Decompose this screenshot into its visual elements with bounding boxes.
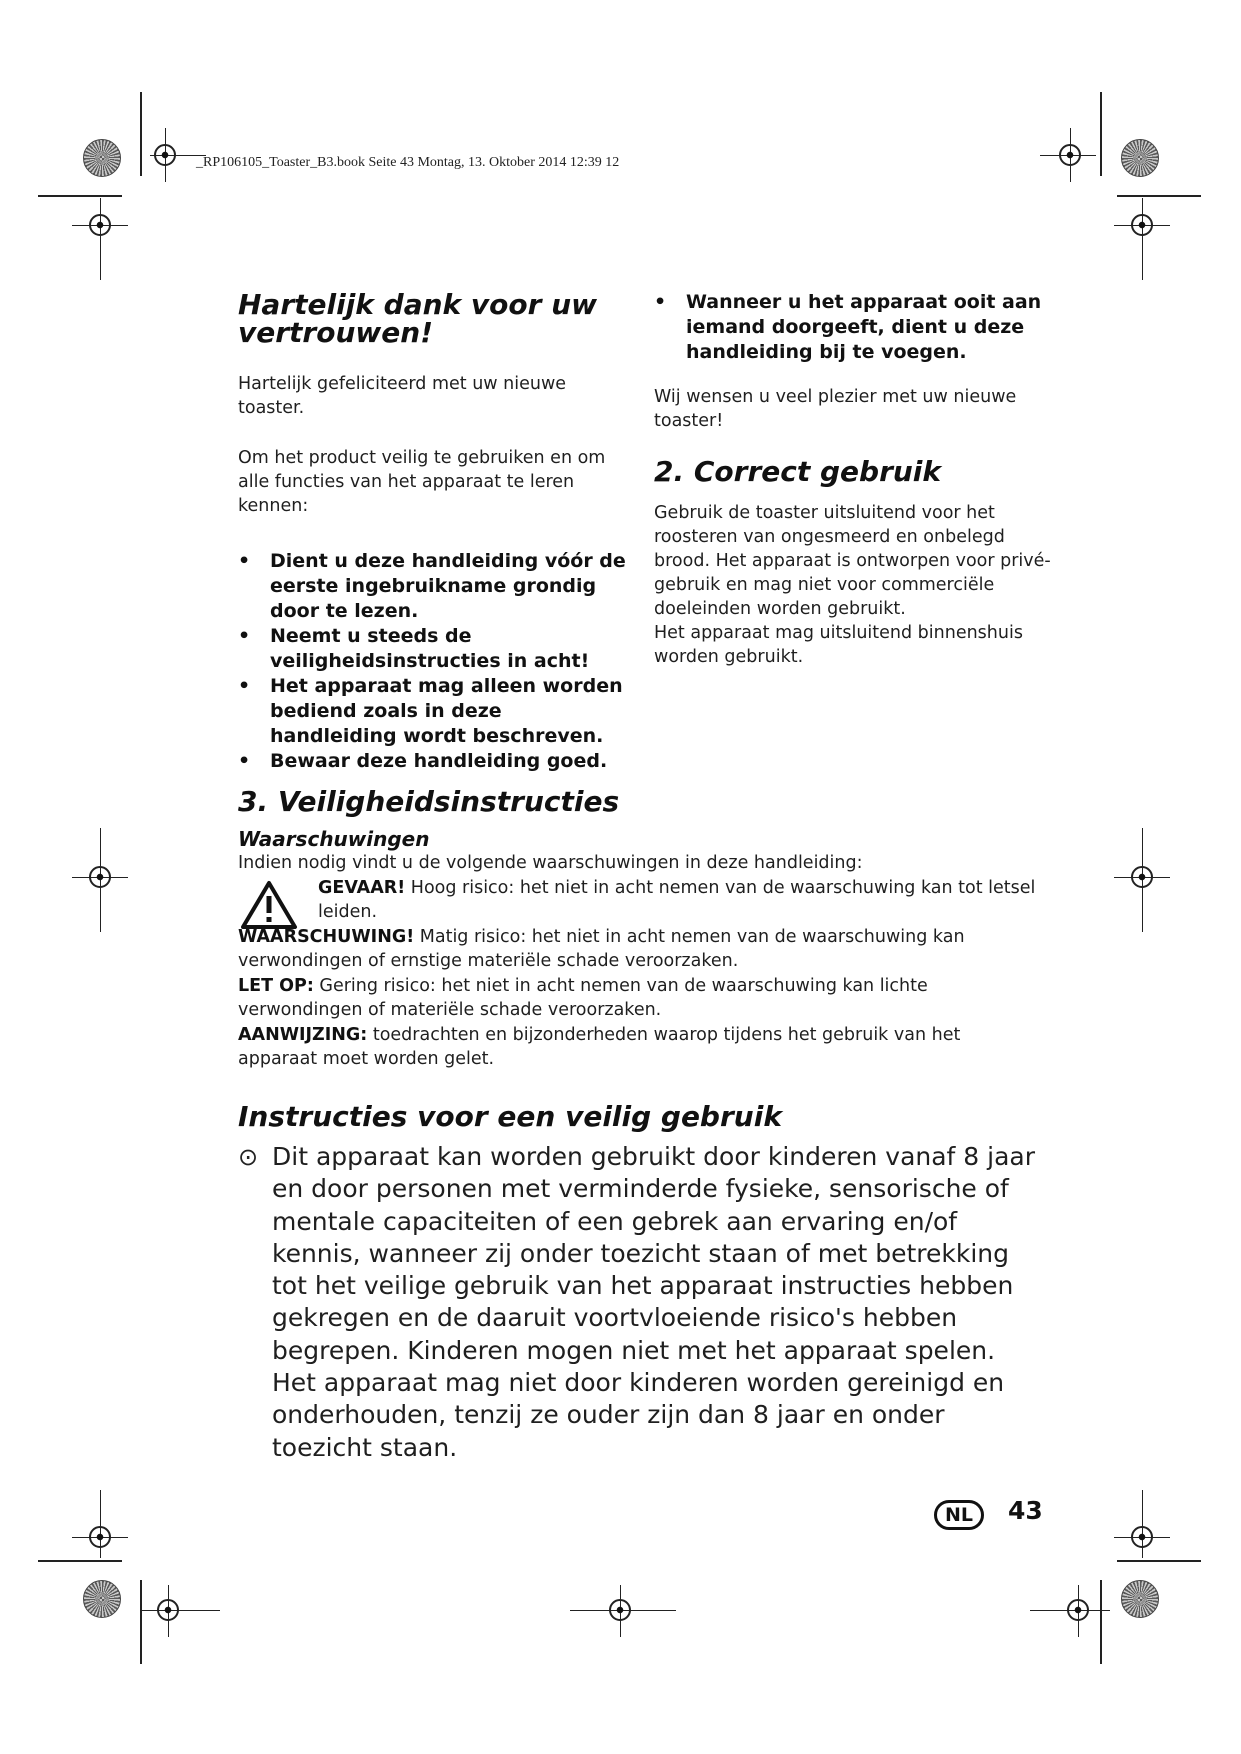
- warning-text-danger: Hoog risico: het niet in acht nemen van de waarschuwing kan tot letsel leiden.: [318, 877, 1036, 922]
- crop-mark: [1100, 1580, 1102, 1664]
- crop-mark: [38, 1560, 122, 1562]
- intro-paragraph: Hartelijk gefeliciteerd met uw nieuwe toaster.: [238, 374, 567, 418]
- warning-label-note: AANWIJZING:: [238, 1024, 368, 1045]
- warning-text-caution: Gering risico: het niet in acht nemen van de waarschuwing kan lichte verwondingen of materiële schade veroorzaken.: [238, 975, 928, 1020]
- registration-mark-icon: [1067, 1599, 1089, 1621]
- crop-mark: [1117, 195, 1201, 197]
- registration-mark-icon: [89, 214, 111, 236]
- warnings-subheading: Waarschuwingen: [238, 827, 430, 851]
- page-number: 43: [1008, 1496, 1043, 1525]
- intro-right-column: [654, 290, 1056, 669]
- registration-mark-icon: [609, 1599, 631, 1621]
- language-badge: NL: [934, 1500, 984, 1530]
- color-rosette-icon: [1121, 139, 1159, 177]
- intro-closing: Wij wensen u veel plezier met uw nieuwe toaster!: [654, 387, 1017, 431]
- print-header: _RP106105_Toaster_B3.book Seite 43 Montag, 13. Oktober 2014 12:39 12: [196, 155, 620, 170]
- warning-label-caution: LET OP:: [238, 975, 314, 996]
- crop-mark: [140, 1580, 142, 1664]
- danger-warning: [238, 876, 1038, 925]
- registration-mark-icon: [154, 144, 176, 166]
- intro-bullet-list-continued: [654, 290, 1056, 365]
- warning-label-warning: WAARSCHUWING!: [238, 926, 415, 947]
- crop-mark: [1100, 92, 1102, 176]
- crop-mark: [1117, 1560, 1201, 1562]
- safe-use-text: Dit apparaat kan worden gebruikt door kinderen vanaf 8 jaar en door personen met verminderde fysieke, sensorische of mentale capaciteiten of een gebrek aan ervaring en/of kennis, wanneer zij onder toezicht staan of met betrekking tot het veilige gebruik van het apparaat instructies hebben gekregen en de daaruit voortvloeiende risico's hebben begrepen. Kinderen mogen niet met het apparaat spelen. Het apparaat mag niet door kinderen worden gereinigd en onderhouden, tenzij ze ouder zijn dan 8 jaar en onder toezicht staan.: [272, 1142, 1036, 1462]
- list-item: • Bewaar deze handleiding goed.: [238, 749, 626, 774]
- section-heading-safety: 3. Veiligheidsinstructies: [238, 785, 620, 818]
- registration-mark-icon: [1059, 144, 1081, 166]
- registration-mark-icon: [1131, 1526, 1153, 1548]
- registration-mark-icon: [1131, 866, 1153, 888]
- crop-mark: [140, 92, 142, 176]
- correct-use-paragraph: Het apparaat mag uitsluitend binnenshuis worden gebruikt.: [654, 623, 1023, 667]
- registration-mark-icon: [89, 1526, 111, 1548]
- registration-mark-icon: [1131, 214, 1153, 236]
- warning-triangle-icon: [240, 880, 298, 930]
- safety-section: [238, 785, 1038, 1072]
- warnings-intro: Indien nodig vindt u de volgende waarschuwingen in deze handleiding:: [238, 853, 863, 873]
- list-item: • Het apparaat mag alleen worden bediend zoals in deze handleiding wordt beschreven.: [238, 674, 626, 749]
- list-item: • Neemt u steeds de veiligheidsinstructies in acht!: [238, 624, 626, 674]
- color-rosette-icon: [83, 1580, 121, 1618]
- registration-mark-icon: [157, 1599, 179, 1621]
- intro-paragraph: Om het product veilig te gebruiken en om alle functies van het apparaat te leren kennen:: [238, 448, 606, 516]
- section-heading-correct-use: 2. Correct gebruik: [654, 455, 942, 488]
- circled-dot-icon: ⊙: [238, 1143, 259, 1171]
- intro-left-column: [238, 288, 626, 774]
- color-rosette-icon: [83, 139, 121, 177]
- list-item: • Dient u deze handleiding vóór de eerste ingebruikname grondig door te lezen.: [238, 549, 626, 624]
- section-heading-safe-use: Instructies voor een veilig gebruik: [238, 1100, 782, 1133]
- correct-use-paragraph: Gebruik de toaster uitsluitend voor het roosteren van ongesmeerd en onbelegd brood. Het apparaat is ontworpen voor privé-gebruik en mag niet voor commerciële doeleinden worden gebruikt.: [654, 503, 1051, 619]
- color-rosette-icon: [1121, 1580, 1159, 1618]
- intro-heading: Hartelijk dank voor uw vertrouwen!: [238, 288, 597, 349]
- intro-bullet-list: [238, 549, 626, 774]
- warning-label-danger: GEVAAR!: [318, 877, 406, 898]
- warning-text-note: toedrachten en bijzonderheden waarop tijdens het gebruik van het apparaat moet worden gelet.: [238, 1024, 961, 1069]
- crop-mark: [38, 195, 122, 197]
- safe-use-section: [238, 1100, 1038, 1464]
- list-item: • Wanneer u het apparaat ooit aan iemand doorgeeft, dient u deze handleiding bij te voegen.: [654, 290, 1056, 365]
- safe-use-item: [238, 1141, 1038, 1464]
- registration-mark-icon: [89, 866, 111, 888]
- warning-text-warning: Matig risico: het niet in acht nemen van de waarschuwing kan verwondingen of ernstige materiële schade veroorzaken.: [238, 926, 965, 971]
